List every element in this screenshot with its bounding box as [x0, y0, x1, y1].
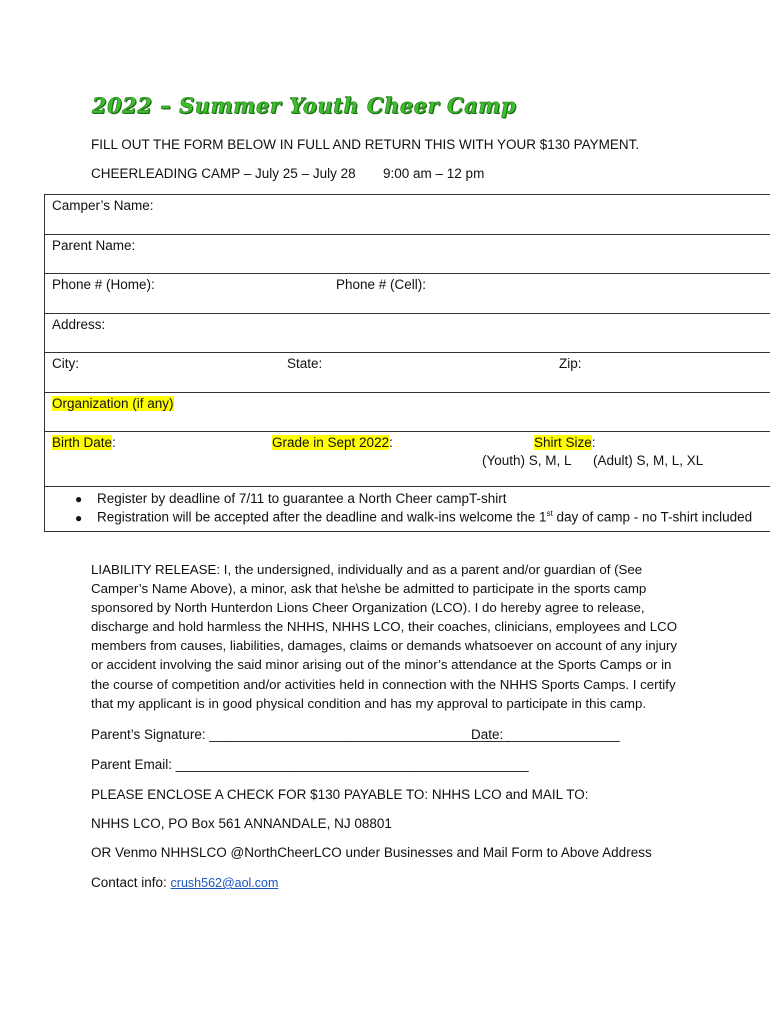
- camp-time: 9:00 am – 12 pm: [383, 166, 485, 181]
- bullet-dot-icon: ●: [75, 492, 83, 506]
- note-bullet-1: [75, 491, 506, 506]
- campers-name-row[interactable]: [45, 195, 770, 235]
- contact-label: Contact info:: [91, 875, 171, 890]
- contact-info: [91, 875, 278, 890]
- note-bullet-2-text-a: Registration will be accepted after the deadline and walk-ins welcome the 1: [97, 509, 547, 525]
- parent-name-label: Parent Name:: [52, 238, 136, 253]
- birth-date-field: [52, 435, 116, 450]
- note-bullet-1-text: Register by deadline of 7/11 to guarantee a North Cheer campT-shirt: [97, 491, 507, 506]
- contact-email-link[interactable]: crush562@aol.com: [170, 876, 279, 890]
- adult-sizes: (Adult) S, M, L, XL: [593, 453, 704, 468]
- check-instructions: PLEASE ENCLOSE A CHECK FOR $130 PAYABLE TO: NHHS LCO and MAIL TO:: [91, 787, 589, 802]
- city-label: City:: [52, 356, 79, 371]
- shirt-size-field: [534, 435, 596, 450]
- shirt-size-colon: :: [591, 435, 596, 450]
- registration-form: [44, 194, 770, 532]
- address-row[interactable]: [45, 314, 770, 353]
- youth-sizes: (Youth) S, M, L: [482, 453, 572, 468]
- parent-signature-field[interactable]: Parent’s Signature: ________________________________________: [91, 727, 510, 742]
- parent-email-field[interactable]: Parent Email: _______________________________________________: [91, 757, 529, 772]
- shirt-size-label: Shirt Size: [534, 435, 592, 450]
- zip-label: Zip:: [559, 356, 582, 371]
- bullet-dot-icon: ●: [75, 510, 83, 525]
- city-state-zip-row[interactable]: [45, 353, 770, 393]
- organization-row[interactable]: [45, 393, 770, 432]
- birth-date-colon: :: [112, 435, 116, 450]
- phone-cell-label: Phone # (Cell):: [336, 277, 427, 292]
- birth-date-label: Birth Date: [52, 435, 113, 450]
- phone-home-label: Phone # (Home):: [52, 277, 155, 292]
- form-title: 2022 – Summer Youth Cheer Camp: [92, 93, 517, 118]
- state-label: State:: [287, 356, 323, 371]
- note-bullet-2: [75, 509, 752, 525]
- grade-label: Grade in Sept 2022: [272, 435, 390, 450]
- birth-grade-shirt-row[interactable]: [45, 432, 770, 487]
- camp-dates: CHEERLEADING CAMP – July 25 – July 28: [91, 166, 356, 181]
- address-label: Address:: [52, 317, 106, 332]
- note-bullet-2-text-b: day of camp - no T-shirt included: [552, 509, 753, 525]
- campers-name-label: Camper’s Name:: [52, 198, 154, 213]
- organization-label: Organization (if any): [52, 396, 174, 411]
- venmo-instructions: OR Venmo NHHSLCO @NorthCheerLCO under Businesses and Mail Form to Above Address: [91, 845, 652, 860]
- mailing-address: NHHS LCO, PO Box 561 ANNANDALE, NJ 08801: [91, 816, 392, 831]
- phone-row[interactable]: [45, 274, 770, 314]
- note-bullet-2-sup: st: [546, 509, 553, 518]
- grade-colon: :: [389, 435, 393, 450]
- notes-row: [45, 487, 770, 531]
- instructions-text: FILL OUT THE FORM BELOW IN FULL AND RETURN THIS WITH YOUR $130 PAYMENT.: [91, 137, 640, 152]
- grade-field: [272, 435, 393, 450]
- parent-name-row[interactable]: [45, 235, 770, 274]
- liability-release: LIABILITY RELEASE: I, the undersigned, individually and as a parent and/or guardian of (See Camper’s Name Above), a minor, ask that he\she be admitted to participate in the sports camp sponsored by North Hunterdon Lions Cheer Organization (LCO). I do hereby agree to release, discharge and hold harmless the NHHS, NHHS LCO, their coaches, clinicians, employees and LCO members from causes, liabilities, damages, claims or demands whatsoever on account of any injury or accident involving the said minor arising out of the minor’s attendance at the Sports Camps or in the course of competition and/or activities held in connection with the NHHS Sports Camps. I certify that my applicant is in good physical condition and has my approval to participate in this camp.: [91, 562, 678, 711]
- date-field[interactable]: Date: _______________: [471, 727, 620, 742]
